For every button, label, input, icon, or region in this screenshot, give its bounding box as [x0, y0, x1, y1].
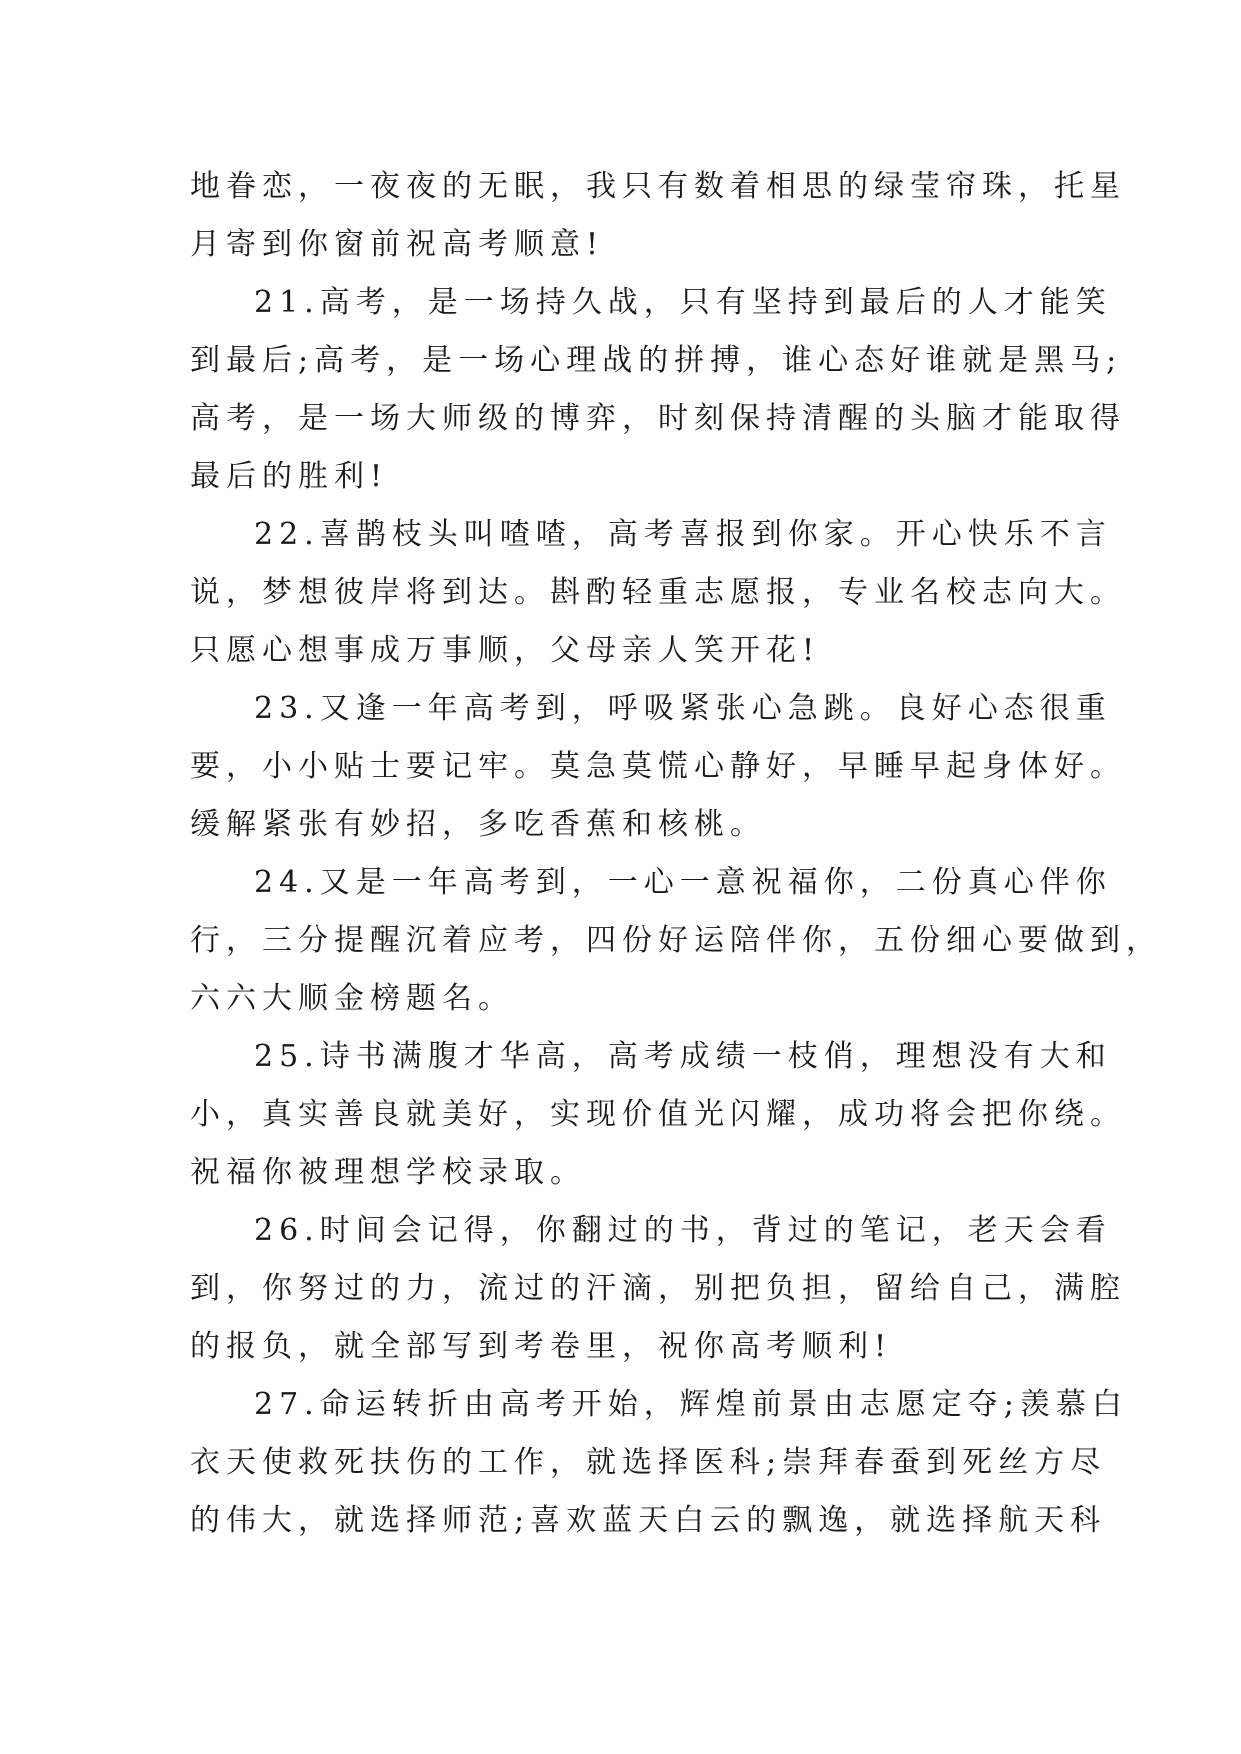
- text-line: 22.喜鹊枝头叫喳喳，高考喜报到你家。开心快乐不言: [254, 517, 1112, 552]
- text-line: 26.时间会记得，你翻过的书，背过的笔记，老天会看: [254, 1213, 1112, 1248]
- text-line: 23.又逢一年高考到，呼吸紧张心急跳。良好心态很重: [254, 691, 1112, 726]
- text-line: 月寄到你窗前祝高考顺意!: [190, 227, 605, 262]
- text-line: 要，小小贴士要记牢。莫急莫慌心静好，早睡早起身体好。: [190, 749, 1126, 784]
- text-line: 缓解紧张有妙招，多吃香蕉和核桃。: [190, 807, 766, 842]
- text-line: 高考，是一场大师级的博弈，时刻保持清醒的头脑才能取得: [190, 401, 1126, 436]
- text-line: 的报负，就全部写到考卷里，祝你高考顺利!: [190, 1329, 893, 1364]
- text-line: 到，你努过的力，流过的汗滴，别把负担，留给自己，满腔: [190, 1271, 1126, 1306]
- text-line: 到最后;高考，是一场心理战的拼搏，谁心态好谁就是黑马;: [190, 343, 1123, 378]
- document-body: [190, 158, 1162, 1550]
- text-line: 地眷恋，一夜夜的无眠，我只有数着相思的绿莹帘珠，托星: [190, 169, 1126, 204]
- text-line: 小，真实善良就美好，实现价值光闪耀，成功将会把你绕。: [190, 1097, 1126, 1132]
- text-line: 六六大顺金榜题名。: [190, 981, 514, 1016]
- text-line: 衣天使救死扶伤的工作，就选择医科;崇拜春蚕到死丝方尽: [190, 1445, 1107, 1480]
- text-line: 行，三分提醒沉着应考，四份好运陪伴你，五份细心要做到，: [190, 923, 1162, 958]
- text-line: 21.高考，是一场持久战，只有坚持到最后的人才能笑: [254, 285, 1112, 320]
- text-line: 说，梦想彼岸将到达。斟酌轻重志愿报，专业名校志向大。: [190, 575, 1126, 610]
- text-line: 的伟大，就选择师范;喜欢蓝天白云的飘逸，就选择航天科: [190, 1503, 1107, 1538]
- text-line: 27.命运转折由高考开始，辉煌前景由志愿定夺;羡慕白: [254, 1387, 1128, 1422]
- text-line: 24.又是一年高考到，一心一意祝福你，二份真心伴你: [254, 865, 1112, 900]
- text-line: 只愿心想事成万事顺，父母亲人笑开花!: [190, 633, 821, 668]
- text-line: 祝福你被理想学校录取。: [190, 1155, 586, 1190]
- text-line: 25.诗书满腹才华高，高考成绩一枝俏，理想没有大和: [254, 1039, 1112, 1074]
- text-line: 最后的胜利!: [190, 459, 389, 494]
